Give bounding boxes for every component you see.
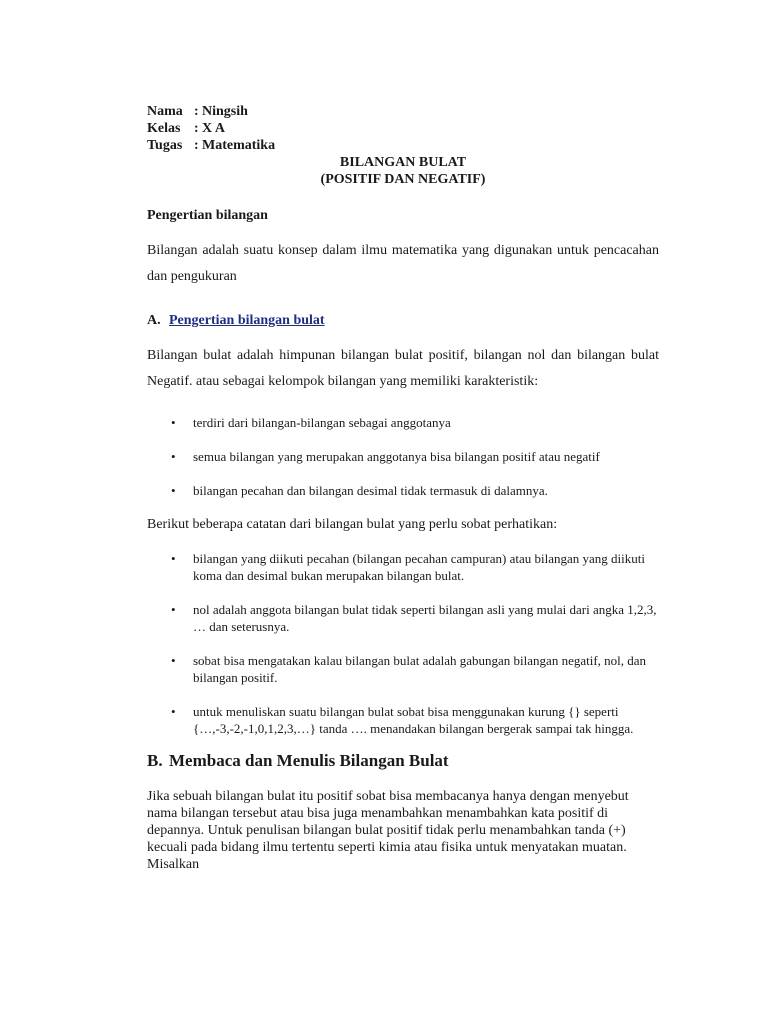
bullet-icon: •: [171, 653, 176, 668]
meta-key: Kelas: [147, 121, 181, 136]
list-item-text: bilangan pecahan dan bilangan desimal tidak termasuk di dalamnya.: [193, 483, 548, 498]
list-item: [147, 703, 659, 737]
list-item-text: semua bilangan yang merupakan anggotanya bisa bilangan positif atau negatif: [193, 449, 600, 464]
document-subtitle: (POSITIF DAN NEGATIF): [320, 172, 486, 187]
list-item: [147, 414, 659, 431]
list-item-text: sobat bisa mengatakan kalau bilangan bulat adalah gabungan bilangan negatif, nol, dan bilangan positif.: [193, 653, 647, 685]
meta-row-nama: [147, 103, 659, 120]
meta-separator: :: [194, 138, 199, 153]
section-a-link[interactable]: Pengertian bilangan bulat: [169, 313, 325, 328]
section-a-paragraph: Bilangan bulat adalah himpunan bilangan bulat positif, bilangan nol dan bilangan bulat Negatif. atau sebagai kelompok bilangan yang memiliki karakteristik:: [147, 348, 659, 389]
document-page: [147, 103, 659, 873]
meta-separator: :: [194, 104, 199, 119]
section-a-heading: [147, 312, 659, 329]
bullet-icon: •: [171, 449, 176, 464]
list-item: [147, 550, 659, 584]
meta-key: Nama: [147, 104, 183, 119]
intro-heading: Pengertian bilangan: [147, 208, 268, 223]
section-b-letter: B.: [147, 751, 163, 770]
bullet-icon: •: [171, 602, 176, 617]
identity-block: [147, 103, 659, 154]
list-item: [147, 601, 659, 635]
meta-separator: :: [194, 121, 199, 136]
list-item-text: bilangan yang diikuti pecahan (bilangan pecahan campuran) atau bilangan yang diikuti koma dan desimal bukan merupakan bilangan bulat.: [193, 551, 645, 583]
list-item-text: nol adalah anggota bilangan bulat tidak seperti bilangan asli yang mulai dari angka 1,2,3, … dan seterusnya.: [193, 602, 657, 634]
list-item: [147, 652, 659, 686]
bullet-icon: •: [171, 483, 176, 498]
meta-row-tugas: [147, 137, 659, 154]
list-item: [147, 448, 659, 465]
notes-list: [147, 550, 659, 737]
list-item-text: untuk menuliskan suatu bilangan bulat sobat bisa menggunakan kurung {} seperti {…,-3,-2,-1,0,1,2,3,…} tanda …. menandakan bilangan bergerak sampai tak hingga.: [193, 704, 634, 736]
intro-paragraph: Bilangan adalah suatu konsep dalam ilmu matematika yang digunakan untuk pencacahan dan pengukuran: [147, 243, 659, 284]
section-a-letter: A.: [147, 313, 161, 328]
list-item-text: terdiri dari bilangan-bilangan sebagai anggotanya: [193, 415, 451, 430]
document-title: BILANGAN BULAT: [339, 155, 467, 170]
notes-intro: Berikut beberapa catatan dari bilangan bulat yang perlu sobat perhatikan:: [147, 517, 558, 532]
section-b-heading: [147, 751, 659, 771]
section-b-title: Membaca dan Menulis Bilangan Bulat: [169, 751, 449, 770]
list-item: [147, 482, 659, 499]
section-b-paragraph: Jika sebuah bilangan bulat itu positif sobat bisa membacanya hanya dengan menyebut nama bilangan tersebut atau bisa juga menambahkan menambahkan kata positif di depannya. Untuk penulisan bilangan bulat positif tidak perlu menambahkan tanda (+) kecuali pada bidang ilmu tertentu seperti kimia atau fisika untuk menyatakan muatan. Misalkan: [147, 789, 629, 872]
characteristics-list: [147, 414, 659, 499]
meta-key: Tugas: [147, 138, 183, 153]
meta-row-kelas: [147, 120, 659, 137]
meta-value: X A: [202, 121, 225, 136]
bullet-icon: •: [171, 415, 176, 430]
meta-value: Matematika: [202, 138, 276, 153]
meta-value: Ningsih: [202, 104, 248, 119]
bullet-icon: •: [171, 704, 176, 719]
bullet-icon: •: [171, 551, 176, 566]
